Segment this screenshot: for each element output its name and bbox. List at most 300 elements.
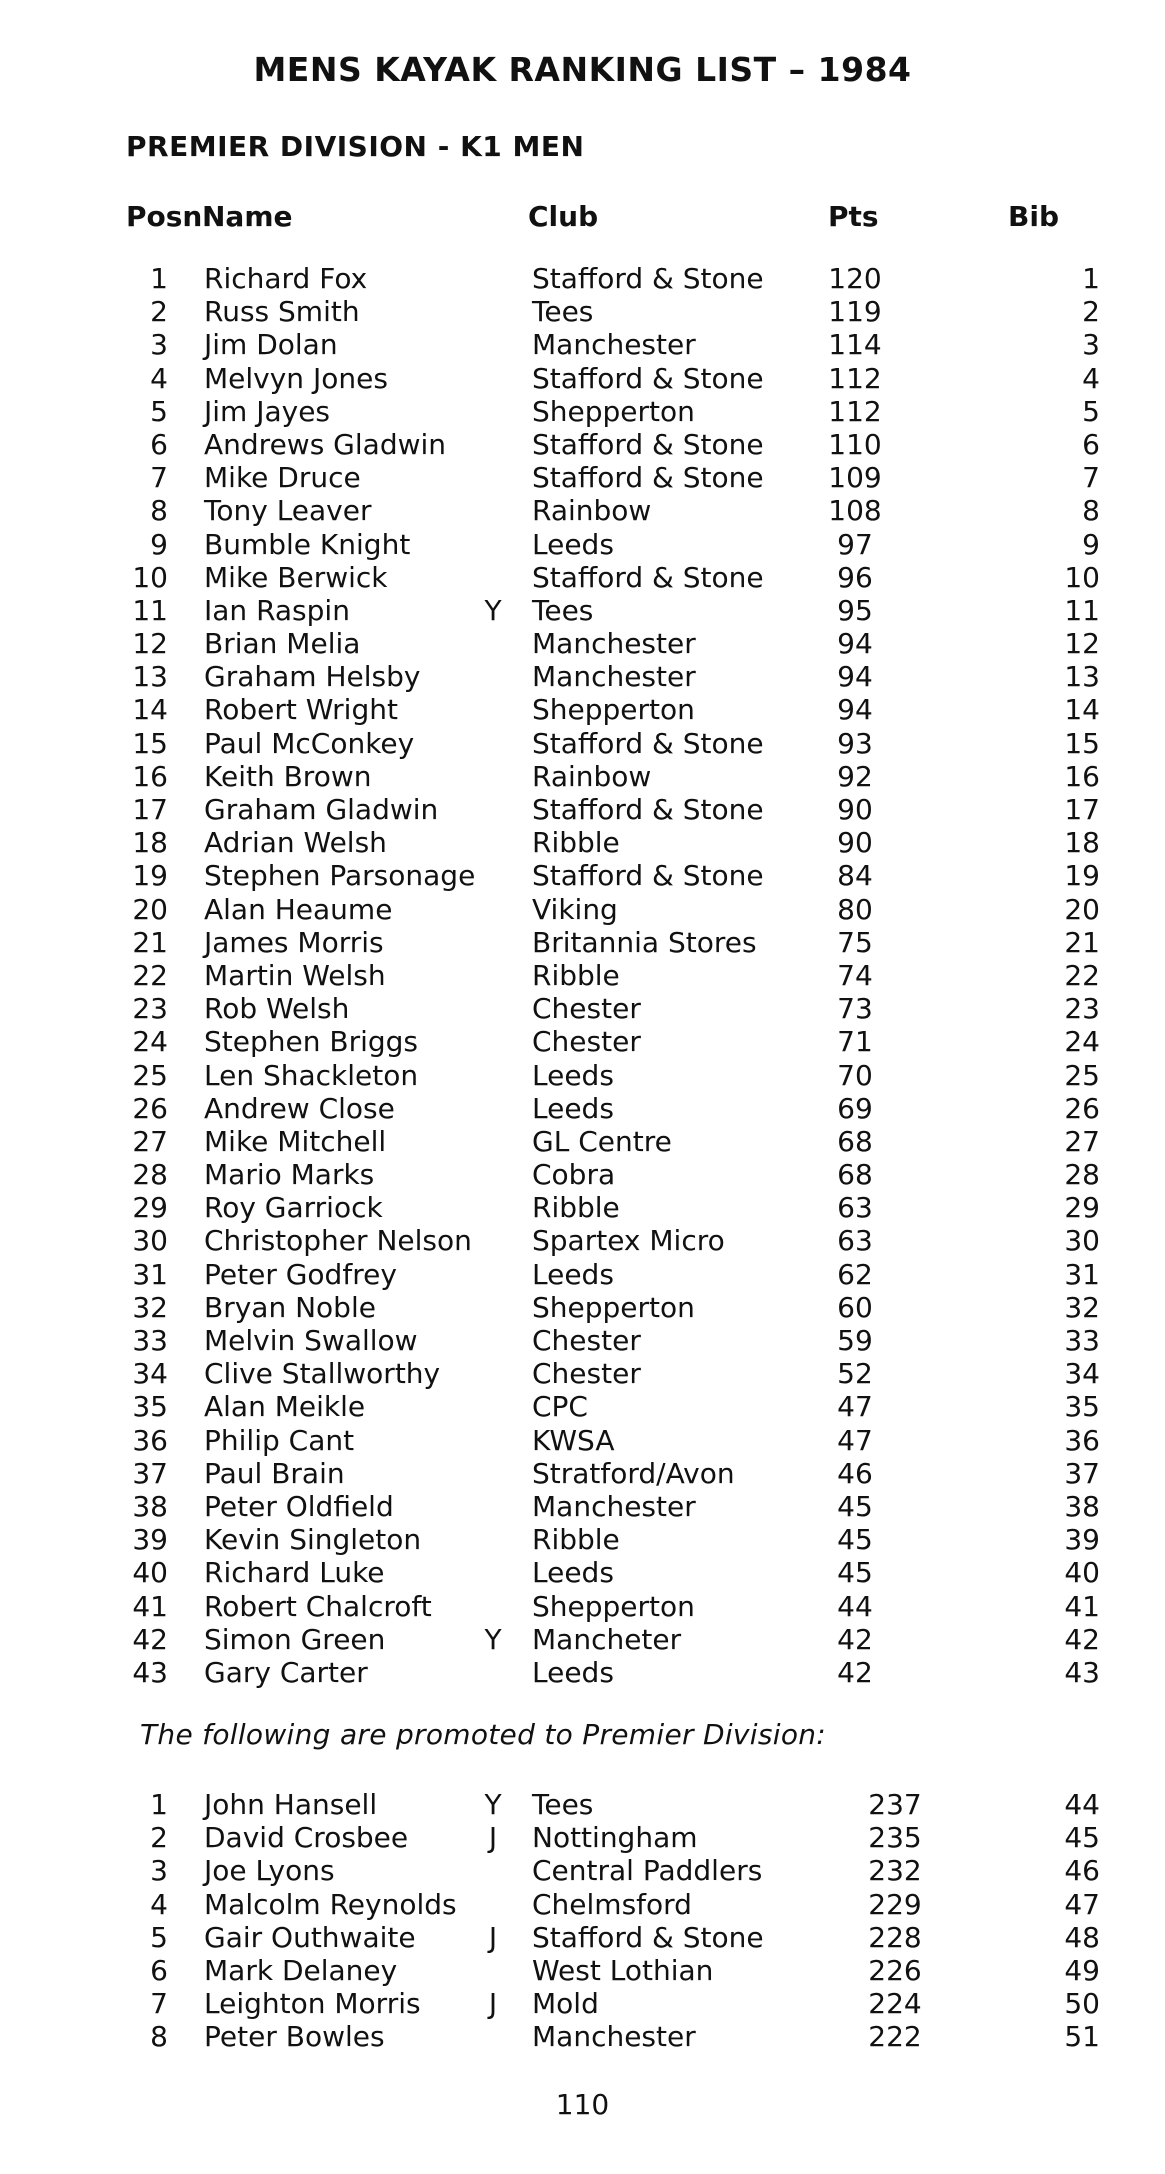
row-name: Mark Delaney [204, 1953, 398, 1987]
row-club: Rainbow [532, 494, 652, 528]
row-bib: 14 [1064, 693, 1100, 727]
row-bib: 50 [1064, 1987, 1100, 2021]
row-points: 120 [828, 262, 882, 295]
table-row [0, 1390, 1165, 1423]
row-position: 32 [132, 1290, 168, 1324]
table-row [0, 1357, 1165, 1390]
row-bib: 15 [1064, 726, 1100, 760]
row-club: Mancheter [532, 1622, 682, 1656]
table-row [0, 1590, 1165, 1623]
row-position: 3 [150, 1854, 168, 1888]
row-club: Shepperton [532, 693, 695, 727]
row-name: Keith Brown [204, 759, 372, 793]
row-club: Manchester [532, 1489, 696, 1523]
row-points: 60 [837, 1290, 873, 1324]
row-club: Britannia Stores [532, 925, 757, 959]
row-position: 40 [132, 1556, 168, 1590]
row-name: Paul McConkey [204, 726, 415, 760]
row-position: 30 [132, 1224, 168, 1258]
row-points: 73 [837, 992, 873, 1026]
row-bib: 40 [1064, 1556, 1100, 1590]
table-row [0, 959, 1165, 992]
table-row [0, 262, 1165, 295]
header-posn: Posn [126, 200, 203, 233]
row-name: Bumble Knight [204, 527, 411, 561]
table-row [0, 1158, 1165, 1191]
row-points: 93 [837, 726, 873, 760]
row-position: 20 [132, 892, 168, 926]
row-club: Tees [532, 593, 594, 627]
row-name: Clive Stallworthy [204, 1357, 441, 1391]
row-name: Tony Leaver [204, 494, 372, 528]
table-row [0, 627, 1165, 660]
row-club: Stafford & Stone [532, 262, 764, 295]
table-row [0, 395, 1165, 428]
row-bib: 10 [1064, 560, 1100, 594]
header-pts: Pts [828, 200, 879, 233]
row-name: Peter Bowles [204, 2020, 385, 2054]
row-club: Ribble [532, 958, 620, 992]
row-club: Manchester [532, 328, 696, 362]
row-club: Manchester [532, 660, 696, 694]
row-bib: 4 [1082, 361, 1100, 395]
row-position: 1 [150, 1788, 168, 1821]
row-points: 70 [837, 1058, 873, 1092]
row-points: 90 [837, 793, 873, 826]
row-bib: 43 [1064, 1655, 1100, 1689]
table-row [0, 1523, 1165, 1556]
row-club: Stafford & Stone [532, 726, 764, 760]
row-points: 94 [837, 627, 873, 661]
row-points: 74 [837, 958, 873, 992]
row-club: Shepperton [532, 394, 695, 428]
row-bib: 25 [1064, 1058, 1100, 1092]
row-position: 10 [132, 560, 168, 594]
row-name: Mike Mitchell [204, 1124, 387, 1158]
table-row [0, 1854, 1165, 1887]
row-club: Ribble [532, 1523, 620, 1557]
row-club: Chester [532, 1324, 641, 1357]
row-name: Gary Carter [204, 1655, 368, 1689]
row-name: David Crosbee [204, 1821, 409, 1855]
row-bib: 5 [1082, 394, 1100, 428]
row-bib: 32 [1064, 1290, 1100, 1324]
row-position: 6 [150, 427, 168, 461]
table-row [0, 1291, 1165, 1324]
row-club: Stafford & Stone [532, 560, 764, 594]
row-position: 35 [132, 1390, 168, 1424]
row-club: KWSA [532, 1423, 615, 1457]
row-name: Richard Luke [204, 1556, 385, 1590]
row-name: Melvyn Jones [204, 361, 388, 395]
row-points: 47 [837, 1390, 873, 1424]
row-bib: 20 [1064, 892, 1100, 926]
row-position: 21 [132, 925, 168, 959]
row-bib: 16 [1064, 759, 1100, 793]
row-name: Mike Druce [204, 461, 361, 495]
row-name: Len Shackleton [204, 1058, 419, 1092]
row-bib: 44 [1064, 1788, 1100, 1821]
row-points: 229 [868, 1887, 922, 1921]
table-row [0, 1125, 1165, 1158]
row-points: 112 [828, 394, 882, 428]
row-bib: 39 [1064, 1523, 1100, 1557]
row-bib: 1 [1082, 262, 1100, 295]
row-position: 9 [150, 527, 168, 561]
row-flag: Y [484, 1622, 502, 1656]
row-club: Leeds [532, 1257, 614, 1291]
row-bib: 29 [1064, 1191, 1100, 1225]
row-points: 96 [837, 560, 873, 594]
row-name: Robert Chalcroft [204, 1589, 432, 1623]
row-club: Cobra [532, 1158, 616, 1192]
row-club: Leeds [532, 1058, 614, 1092]
row-bib: 49 [1064, 1953, 1100, 1987]
row-name: Graham Helsby [204, 660, 421, 694]
table-row [0, 693, 1165, 726]
row-points: 112 [828, 361, 882, 395]
table-row [0, 793, 1165, 826]
row-club: Chelmsford [532, 1887, 692, 1921]
row-club: Viking [532, 892, 618, 926]
row-club: Shepperton [532, 1589, 695, 1623]
row-position: 16 [132, 759, 168, 793]
row-bib: 22 [1064, 958, 1100, 992]
table-row [0, 295, 1165, 328]
row-name: Mike Berwick [204, 560, 388, 594]
row-bib: 37 [1064, 1456, 1100, 1490]
table-row [0, 760, 1165, 793]
row-points: 47 [837, 1423, 873, 1457]
table-row [0, 362, 1165, 395]
row-bib: 24 [1064, 1025, 1100, 1059]
row-bib: 30 [1064, 1224, 1100, 1258]
row-bib: 34 [1064, 1357, 1100, 1391]
row-name: Roy Garriock [204, 1191, 383, 1225]
row-points: 45 [837, 1523, 873, 1557]
row-bib: 12 [1064, 627, 1100, 661]
row-name: Andrew Close [204, 1091, 395, 1125]
table-row [0, 926, 1165, 959]
row-points: 90 [837, 826, 873, 860]
row-club: Leeds [532, 1091, 614, 1125]
row-club: Leeds [532, 527, 614, 561]
row-points: 97 [837, 527, 873, 561]
row-points: 114 [828, 328, 882, 362]
row-name: Mario Marks [204, 1158, 375, 1192]
row-points: 109 [828, 461, 882, 495]
row-points: 94 [837, 693, 873, 727]
row-bib: 28 [1064, 1158, 1100, 1192]
row-position: 17 [132, 793, 168, 826]
row-position: 4 [150, 1887, 168, 1921]
row-bib: 9 [1082, 527, 1100, 561]
row-position: 24 [132, 1025, 168, 1059]
row-flag: J [488, 1987, 498, 2021]
row-bib: 36 [1064, 1423, 1100, 1457]
row-name: Stephen Briggs [204, 1025, 419, 1059]
header-bib: Bib [1008, 200, 1059, 233]
table-row [0, 1457, 1165, 1490]
row-points: 69 [837, 1091, 873, 1125]
row-position: 13 [132, 660, 168, 694]
row-position: 18 [132, 826, 168, 860]
row-club: Leeds [532, 1556, 614, 1590]
row-club: Tees [532, 295, 594, 329]
row-position: 2 [150, 295, 168, 329]
row-bib: 8 [1082, 494, 1100, 528]
row-name: Adrian Welsh [204, 826, 387, 860]
table-row [0, 992, 1165, 1025]
row-name: Ian Raspin [204, 593, 350, 627]
row-bib: 26 [1064, 1091, 1100, 1125]
table-row [0, 859, 1165, 892]
row-bib: 18 [1064, 826, 1100, 860]
row-points: 62 [837, 1257, 873, 1291]
table-row [0, 826, 1165, 859]
promoted-note: The following are promoted to Premier Division: [140, 1718, 827, 1751]
row-points: 75 [837, 925, 873, 959]
row-position: 42 [132, 1622, 168, 1656]
row-club: Nottingham [532, 1821, 698, 1855]
row-name: Alan Meikle [204, 1390, 366, 1424]
table-row [0, 1025, 1165, 1058]
row-position: 33 [132, 1324, 168, 1357]
row-club: West Lothian [532, 1953, 714, 1987]
row-points: 84 [837, 859, 873, 893]
row-flag: Y [484, 1788, 502, 1821]
table-row [0, 1224, 1165, 1257]
table-row [0, 1788, 1165, 1821]
row-position: 3 [150, 328, 168, 362]
row-points: 68 [837, 1158, 873, 1192]
row-position: 43 [132, 1655, 168, 1689]
row-position: 8 [150, 2020, 168, 2054]
row-name: Malcolm Reynolds [204, 1887, 457, 1921]
row-name: Kevin Singleton [204, 1523, 422, 1557]
row-club: Stafford & Stone [532, 1920, 764, 1954]
row-bib: 38 [1064, 1489, 1100, 1523]
row-club: Stafford & Stone [532, 361, 764, 395]
row-bib: 42 [1064, 1622, 1100, 1656]
row-bib: 13 [1064, 660, 1100, 694]
row-points: 44 [837, 1589, 873, 1623]
row-name: Melvin Swallow [204, 1324, 418, 1357]
row-club: GL Centre [532, 1124, 672, 1158]
row-club: Leeds [532, 1655, 614, 1689]
row-position: 38 [132, 1489, 168, 1523]
row-name: Peter Godfrey [204, 1257, 397, 1291]
row-position: 2 [150, 1821, 168, 1855]
table-row [0, 528, 1165, 561]
row-points: 52 [837, 1357, 873, 1391]
row-name: Martin Welsh [204, 958, 386, 992]
row-points: 222 [868, 2020, 922, 2054]
row-flag: J [488, 1821, 498, 1855]
row-name: Jim Jayes [204, 394, 331, 428]
row-points: 235 [868, 1821, 922, 1855]
row-club: Chester [532, 1025, 641, 1059]
row-points: 46 [837, 1456, 873, 1490]
row-club: Stafford & Stone [532, 461, 764, 495]
table-row [0, 1954, 1165, 1987]
row-club: Central Paddlers [532, 1854, 763, 1888]
row-club: Stratford/Avon [532, 1456, 735, 1490]
row-points: 110 [828, 427, 882, 461]
row-name: John Hansell [204, 1788, 378, 1821]
row-position: 7 [150, 1987, 168, 2021]
page-number: 110 [555, 2088, 610, 2121]
row-position: 25 [132, 1058, 168, 1092]
row-position: 27 [132, 1124, 168, 1158]
row-bib: 31 [1064, 1257, 1100, 1291]
row-position: 34 [132, 1357, 168, 1391]
table-row [0, 2020, 1165, 2053]
table-row [0, 1821, 1165, 1854]
table-row [0, 727, 1165, 760]
table-row [0, 1656, 1165, 1689]
row-position: 41 [132, 1589, 168, 1623]
row-position: 31 [132, 1257, 168, 1291]
row-name: Bryan Noble [204, 1290, 376, 1324]
row-bib: 19 [1064, 859, 1100, 893]
row-points: 80 [837, 892, 873, 926]
row-position: 1 [150, 262, 168, 295]
table-row [0, 1556, 1165, 1589]
row-points: 45 [837, 1556, 873, 1590]
row-points: 94 [837, 660, 873, 694]
row-name: James Morris [204, 925, 384, 959]
row-name: Jim Dolan [204, 328, 338, 362]
table-row [0, 1324, 1165, 1357]
row-club: Ribble [532, 1191, 620, 1225]
row-position: 19 [132, 859, 168, 893]
table-row [0, 1424, 1165, 1457]
row-bib: 48 [1064, 1920, 1100, 1954]
row-name: Rob Welsh [204, 992, 350, 1026]
header-name: Name [202, 200, 293, 233]
row-name: Andrews Gladwin [204, 427, 447, 461]
row-points: 71 [837, 1025, 873, 1059]
row-club: Chester [532, 992, 641, 1026]
row-club: Stafford & Stone [532, 793, 764, 826]
row-points: 59 [837, 1324, 873, 1357]
row-club: CPC [532, 1390, 588, 1424]
row-position: 28 [132, 1158, 168, 1192]
table-row [0, 1059, 1165, 1092]
row-position: 26 [132, 1091, 168, 1125]
table-row [0, 1490, 1165, 1523]
row-position: 22 [132, 958, 168, 992]
row-points: 42 [837, 1622, 873, 1656]
ranking-table [0, 262, 1165, 1689]
row-bib: 27 [1064, 1124, 1100, 1158]
row-name: Brian Melia [204, 627, 361, 661]
row-points: 63 [837, 1191, 873, 1225]
row-points: 45 [837, 1489, 873, 1523]
row-position: 5 [150, 394, 168, 428]
row-points: 63 [837, 1224, 873, 1258]
table-row [0, 893, 1165, 926]
row-position: 5 [150, 1920, 168, 1954]
table-row [0, 428, 1165, 461]
row-name: Russ Smith [204, 295, 360, 329]
row-bib: 21 [1064, 925, 1100, 959]
row-flag: J [488, 1920, 498, 1954]
row-bib: 46 [1064, 1854, 1100, 1888]
row-bib: 6 [1082, 427, 1100, 461]
row-bib: 23 [1064, 992, 1100, 1026]
row-name: Richard Fox [204, 262, 368, 295]
promoted-table [0, 1788, 1165, 2054]
row-name: Robert Wright [204, 693, 398, 727]
table-row [0, 328, 1165, 361]
row-bib: 47 [1064, 1887, 1100, 1921]
row-position: 7 [150, 461, 168, 495]
row-name: Paul Brain [204, 1456, 345, 1490]
page-title: MENS KAYAK RANKING LIST – 1984 [253, 50, 912, 89]
row-points: 68 [837, 1124, 873, 1158]
row-position: 39 [132, 1523, 168, 1557]
row-club: Spartex Micro [532, 1224, 725, 1258]
row-club: Stafford & Stone [532, 427, 764, 461]
row-points: 228 [868, 1920, 922, 1954]
table-row [0, 561, 1165, 594]
row-club: Mold [532, 1987, 599, 2021]
row-points: 92 [837, 759, 873, 793]
row-bib: 41 [1064, 1589, 1100, 1623]
row-bib: 11 [1064, 593, 1100, 627]
row-bib: 2 [1082, 295, 1100, 329]
row-position: 4 [150, 361, 168, 395]
table-row [0, 1623, 1165, 1656]
row-position: 8 [150, 494, 168, 528]
row-name: Christopher Nelson [204, 1224, 472, 1258]
row-bib: 51 [1064, 2020, 1100, 2054]
row-points: 42 [837, 1655, 873, 1689]
row-position: 36 [132, 1423, 168, 1457]
row-bib: 45 [1064, 1821, 1100, 1855]
row-points: 237 [868, 1788, 922, 1821]
row-bib: 3 [1082, 328, 1100, 362]
row-position: 29 [132, 1191, 168, 1225]
row-name: Alan Heaume [204, 892, 393, 926]
row-club: Chester [532, 1357, 641, 1391]
row-name: Peter Oldfield [204, 1489, 394, 1523]
row-points: 95 [837, 593, 873, 627]
row-points: 226 [868, 1953, 922, 1987]
row-bib: 35 [1064, 1390, 1100, 1424]
table-row [0, 494, 1165, 527]
table-row [0, 1191, 1165, 1224]
row-bib: 33 [1064, 1324, 1100, 1357]
table-row [0, 1258, 1165, 1291]
table-row [0, 461, 1165, 494]
row-club: Shepperton [532, 1290, 695, 1324]
row-club: Manchester [532, 627, 696, 661]
table-row [0, 660, 1165, 693]
row-name: Gair Outhwaite [204, 1920, 416, 1954]
row-club: Tees [532, 1788, 594, 1821]
row-club: Manchester [532, 2020, 696, 2054]
row-club: Rainbow [532, 759, 652, 793]
row-position: 15 [132, 726, 168, 760]
row-bib: 7 [1082, 461, 1100, 495]
row-points: 224 [868, 1987, 922, 2021]
row-bib: 17 [1064, 793, 1100, 826]
row-name: Graham Gladwin [204, 793, 439, 826]
row-name: Simon Green [204, 1622, 386, 1656]
